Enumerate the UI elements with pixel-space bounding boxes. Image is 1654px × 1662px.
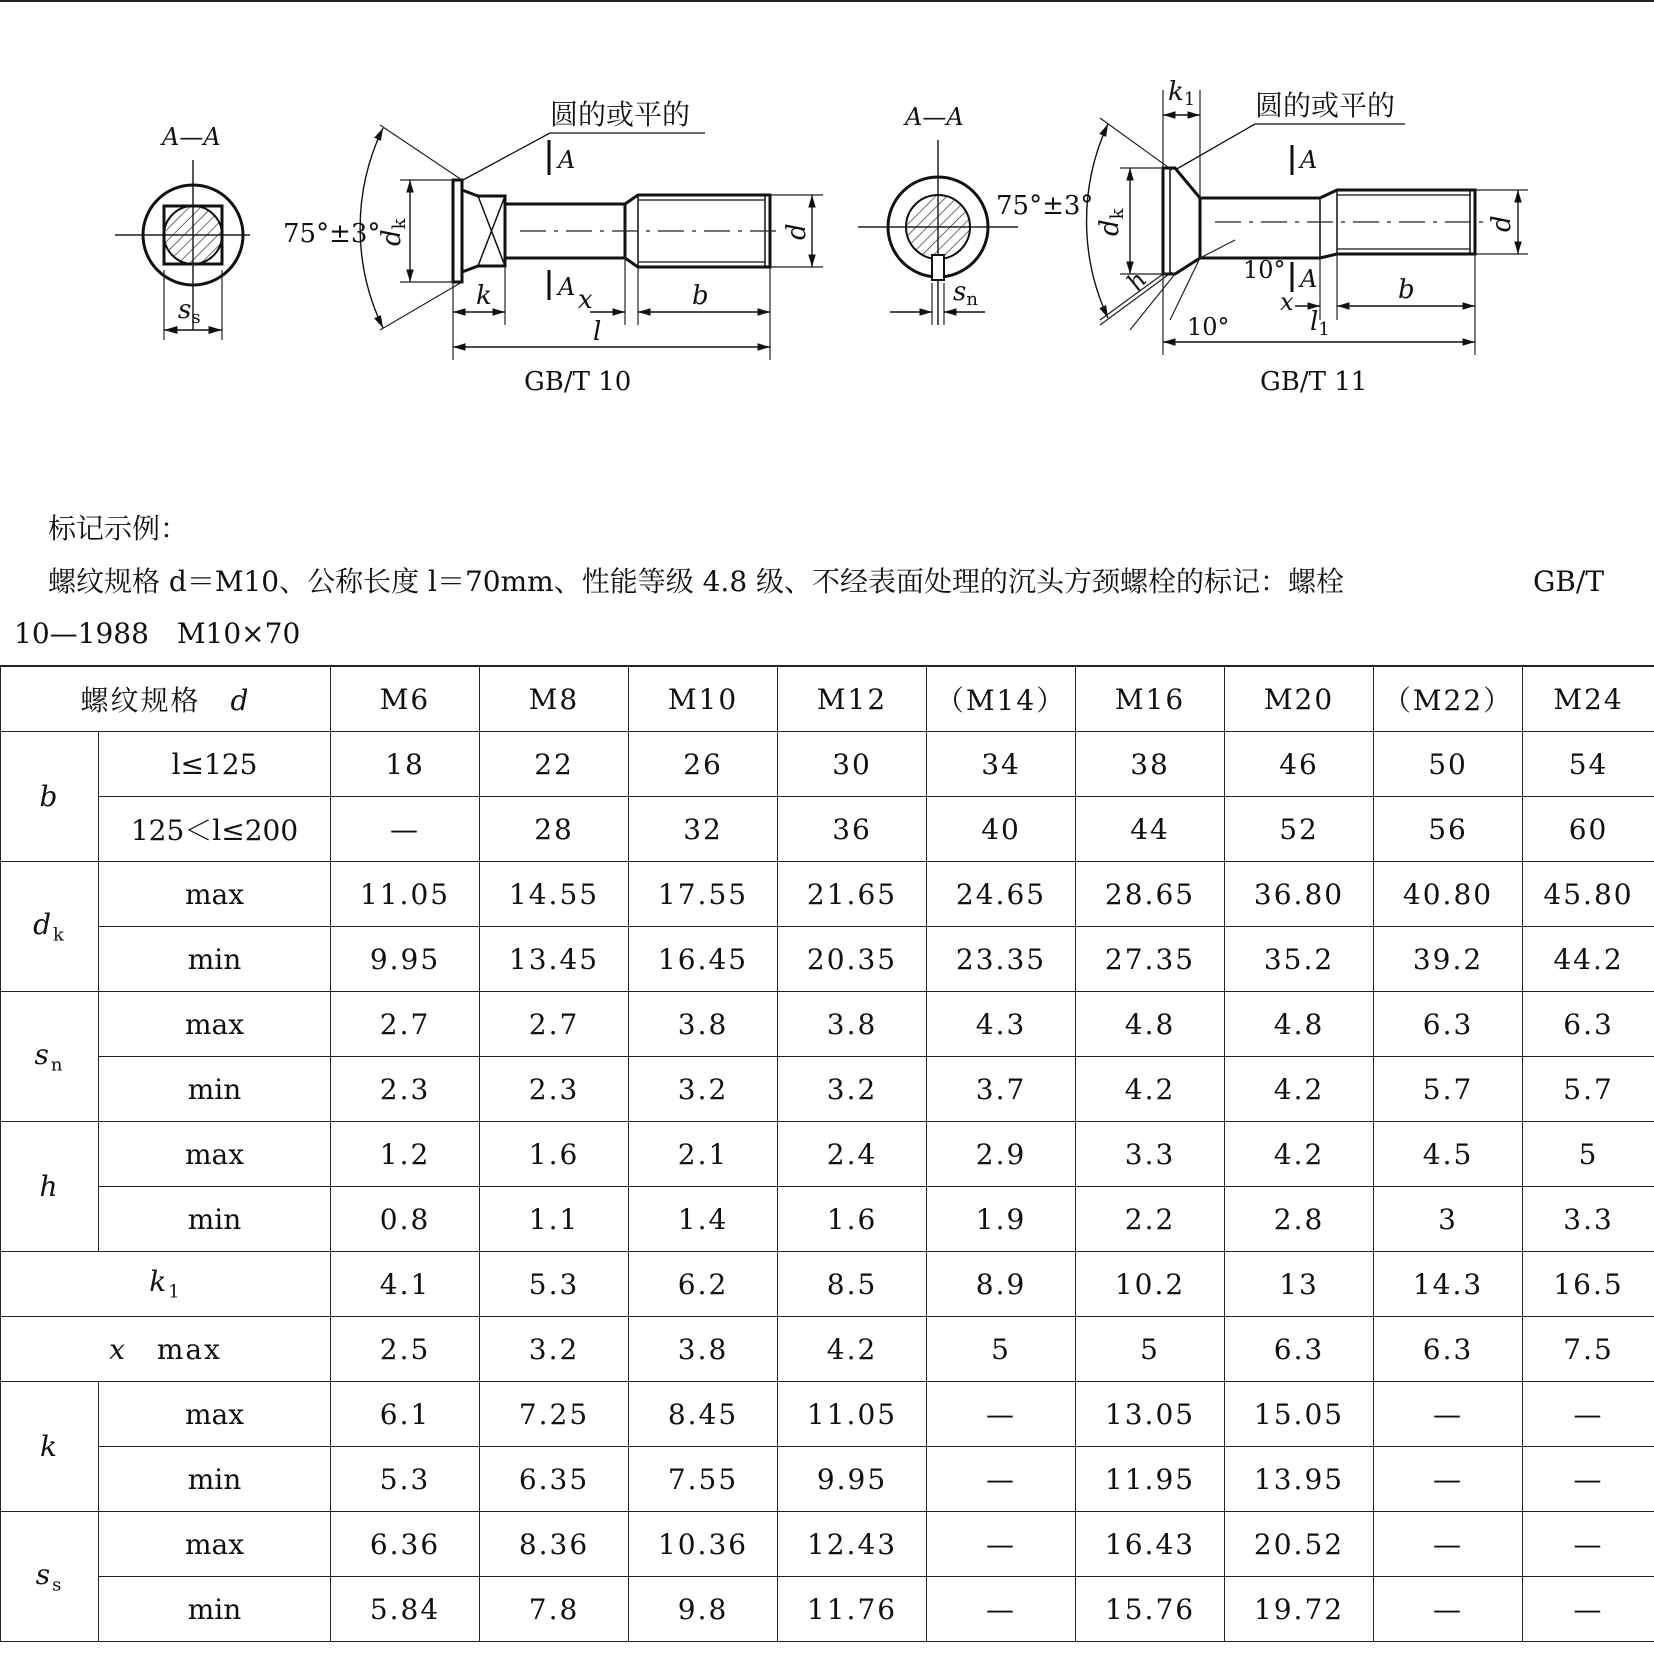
- value-cell: 13.95: [1225, 1447, 1374, 1512]
- table-row: [1, 797, 1654, 862]
- value-cell: —: [1374, 1512, 1523, 1577]
- value-cell: 5.7: [1523, 1057, 1654, 1122]
- value-cell: 1.6: [480, 1122, 629, 1187]
- value-cell: 7.8: [480, 1577, 629, 1642]
- value-cell: 7.5: [1523, 1317, 1654, 1382]
- value-cell: 4.8: [1225, 992, 1374, 1057]
- value-cell: 36.80: [1225, 862, 1374, 927]
- value-cell: 1.4: [629, 1187, 778, 1252]
- marking-text: 螺纹规格 d＝M10、公称长度 l＝70mm、性能等级 4.8 级、不经表面处理的沉头方颈螺栓的标记：螺栓: [48, 565, 1345, 598]
- value-cell: 15.76: [1076, 1577, 1225, 1642]
- column-header: M12: [778, 666, 927, 732]
- value-cell: 3.3: [1523, 1187, 1654, 1252]
- row-label: min: [99, 1187, 331, 1252]
- value-cell: 17.55: [629, 862, 778, 927]
- parameter-symbol: h: [1, 1122, 99, 1252]
- column-header: M8: [480, 666, 629, 732]
- value-cell: —: [927, 1382, 1076, 1447]
- value-cell: 34: [927, 732, 1076, 797]
- value-cell: 32: [629, 797, 778, 862]
- value-cell: 40: [927, 797, 1076, 862]
- svg-text:dk: dk: [377, 218, 410, 246]
- value-cell: 5.3: [480, 1252, 629, 1317]
- angle-10-bottom: 10°: [1187, 313, 1230, 341]
- svg-text:k1: k1: [1168, 77, 1196, 110]
- value-cell: 27.35: [1076, 927, 1225, 992]
- value-cell: 2.7: [331, 992, 480, 1057]
- svg-text:x: x: [578, 285, 593, 315]
- value-cell: —: [1523, 1512, 1654, 1577]
- value-cell: 4.1: [331, 1252, 480, 1317]
- value-cell: —: [331, 797, 480, 862]
- svg-text:A: A: [1300, 146, 1318, 174]
- value-cell: 14.3: [1374, 1252, 1523, 1317]
- marking-heading: 标记示例：: [48, 512, 189, 545]
- value-cell: 4.2: [1225, 1057, 1374, 1122]
- column-header: M10: [629, 666, 778, 732]
- value-cell: 11.05: [778, 1382, 927, 1447]
- value-cell: 6.2: [629, 1252, 778, 1317]
- table-row: [1, 1382, 1654, 1447]
- column-header: M16: [1076, 666, 1225, 732]
- value-cell: —: [927, 1447, 1076, 1512]
- value-cell: 2.7: [480, 992, 629, 1057]
- value-cell: 8.36: [480, 1512, 629, 1577]
- row-label: min: [99, 1447, 331, 1512]
- svg-text:dk: dk: [1095, 208, 1128, 236]
- value-cell: 1.9: [927, 1187, 1076, 1252]
- svg-text:b: b: [692, 281, 709, 311]
- value-cell: 45.80: [1523, 862, 1654, 927]
- value-cell: 16.5: [1523, 1252, 1654, 1317]
- row-label: 125＜l≤200: [99, 797, 331, 862]
- value-cell: 44.2: [1523, 927, 1654, 992]
- section-label: A—A: [905, 103, 964, 131]
- row-label: min: [99, 1577, 331, 1642]
- value-cell: 2.3: [331, 1057, 480, 1122]
- svg-text:h: h: [1121, 266, 1153, 296]
- callout-label-right: 圆的或平的: [1255, 89, 1396, 122]
- value-cell: 44: [1076, 797, 1225, 862]
- value-cell: 26: [629, 732, 778, 797]
- value-cell: 6.3: [1374, 1317, 1523, 1382]
- parameter-symbol: $s_s$: [1, 1512, 99, 1642]
- bolt-drawing: [0, 0, 1654, 420]
- value-cell: —: [1374, 1447, 1523, 1512]
- value-cell: —: [1374, 1382, 1523, 1447]
- value-cell: 2.9: [927, 1122, 1076, 1187]
- value-cell: 35.2: [1225, 927, 1374, 992]
- section-view-right: [858, 103, 1018, 325]
- svg-text:A: A: [558, 273, 576, 301]
- value-cell: —: [1374, 1577, 1523, 1642]
- value-cell: 4.2: [1225, 1122, 1374, 1187]
- value-cell: 3.8: [629, 1317, 778, 1382]
- bolt-right: [996, 77, 1528, 397]
- value-cell: 6.1: [331, 1382, 480, 1447]
- table-row: [1, 1447, 1654, 1512]
- value-cell: 8.45: [629, 1382, 778, 1447]
- value-cell: 30: [778, 732, 927, 797]
- table-row: [1, 1252, 1654, 1317]
- value-cell: 16.45: [629, 927, 778, 992]
- value-cell: 5: [1076, 1317, 1225, 1382]
- value-cell: 5.84: [331, 1577, 480, 1642]
- value-cell: —: [927, 1577, 1076, 1642]
- row-label: max: [99, 1122, 331, 1187]
- value-cell: 13.05: [1076, 1382, 1225, 1447]
- table-row: [1, 1057, 1654, 1122]
- svg-text:d: d: [1487, 215, 1517, 232]
- value-cell: 4.2: [778, 1317, 927, 1382]
- svg-text:d: d: [782, 223, 812, 240]
- angle-label-left: 75°±3°: [283, 219, 381, 249]
- value-cell: 2.1: [629, 1122, 778, 1187]
- value-cell: 1.6: [778, 1187, 927, 1252]
- svg-text:sn: sn: [953, 277, 978, 310]
- svg-text:l: l: [593, 317, 602, 347]
- header-symbol: d: [230, 684, 251, 717]
- table-row: [1, 927, 1654, 992]
- section-view-left: [115, 123, 250, 340]
- value-cell: 9.95: [331, 927, 480, 992]
- value-cell: 3.3: [1076, 1122, 1225, 1187]
- value-cell: 10.2: [1076, 1252, 1225, 1317]
- value-cell: 2.5: [331, 1317, 480, 1382]
- value-cell: —: [927, 1512, 1076, 1577]
- table-row: [1, 1577, 1654, 1642]
- value-cell: 40.80: [1374, 862, 1523, 927]
- value-cell: —: [1523, 1447, 1654, 1512]
- marking-example-line1: [0, 558, 1654, 606]
- value-cell: 46: [1225, 732, 1374, 797]
- value-cell: 2.3: [480, 1057, 629, 1122]
- table-row: [1, 992, 1654, 1057]
- value-cell: —: [1523, 1577, 1654, 1642]
- value-cell: 5.3: [331, 1447, 480, 1512]
- table-row: [1, 862, 1654, 927]
- value-cell: 13.45: [480, 927, 629, 992]
- value-cell: 38: [1076, 732, 1225, 797]
- table-row: [1, 1512, 1654, 1577]
- value-cell: 11.05: [331, 862, 480, 927]
- value-cell: 12.43: [778, 1512, 927, 1577]
- value-cell: 19.72: [1225, 1577, 1374, 1642]
- row-label: max: [99, 1512, 331, 1577]
- value-cell: 56: [1374, 797, 1523, 862]
- value-cell: 2.2: [1076, 1187, 1225, 1252]
- value-cell: 3: [1374, 1187, 1523, 1252]
- value-cell: 50: [1374, 732, 1523, 797]
- value-cell: —: [1523, 1382, 1654, 1447]
- value-cell: 5.7: [1374, 1057, 1523, 1122]
- svg-text:A: A: [558, 146, 576, 174]
- table-row: [1, 1187, 1654, 1252]
- value-cell: 8.9: [927, 1252, 1076, 1317]
- value-cell: 24.65: [927, 862, 1076, 927]
- value-cell: 14.55: [480, 862, 629, 927]
- value-cell: 23.35: [927, 927, 1076, 992]
- parameter-symbol: k: [1, 1382, 99, 1512]
- column-header: （M22）: [1374, 666, 1523, 732]
- value-cell: 2.4: [778, 1122, 927, 1187]
- callout-label-left: 圆的或平的: [550, 98, 691, 131]
- value-cell: 4.2: [1076, 1057, 1225, 1122]
- column-header: M24: [1523, 666, 1654, 732]
- table-row: [1, 1317, 1654, 1382]
- value-cell: 3.8: [778, 992, 927, 1057]
- header-label: 螺纹规格: [80, 684, 201, 717]
- row-label: max: [99, 1382, 331, 1447]
- angle-label-right: 75°±3°: [996, 191, 1094, 221]
- parameter-symbol: $s_n$: [1, 992, 99, 1122]
- value-cell: 20.35: [778, 927, 927, 992]
- column-header: M20: [1225, 666, 1374, 732]
- value-cell: 11.95: [1076, 1447, 1225, 1512]
- value-cell: 10.36: [629, 1512, 778, 1577]
- caption-gbt11: GB/T 11: [1260, 367, 1368, 397]
- value-cell: 0.8: [331, 1187, 480, 1252]
- value-cell: 7.55: [629, 1447, 778, 1512]
- value-cell: 15.05: [1225, 1382, 1374, 1447]
- value-cell: 3.7: [927, 1057, 1076, 1122]
- value-cell: 21.65: [778, 862, 927, 927]
- value-cell: 54: [1523, 732, 1654, 797]
- svg-text:A: A: [1300, 265, 1318, 293]
- parameter-symbol: $k_1$: [1, 1252, 331, 1317]
- value-cell: 3.2: [778, 1057, 927, 1122]
- value-cell: 13: [1225, 1252, 1374, 1317]
- caption-gbt10: GB/T 10: [524, 367, 632, 397]
- column-header: M6: [331, 666, 480, 732]
- svg-text:k: k: [476, 281, 492, 311]
- angle-10-top: 10°: [1243, 256, 1286, 284]
- value-cell: 60: [1523, 797, 1654, 862]
- value-cell: 2.8: [1225, 1187, 1374, 1252]
- svg-text:x: x: [1280, 288, 1294, 316]
- value-cell: 4.8: [1076, 992, 1225, 1057]
- bolt-left: [283, 98, 823, 397]
- value-cell: 6.3: [1523, 992, 1654, 1057]
- value-cell: 3.2: [480, 1317, 629, 1382]
- value-cell: 3.2: [629, 1057, 778, 1122]
- value-cell: 28.65: [1076, 862, 1225, 927]
- value-cell: 52: [1225, 797, 1374, 862]
- row-label: l≤125: [99, 732, 331, 797]
- parameter-symbol: b: [1, 732, 99, 862]
- value-cell: 20.52: [1225, 1512, 1374, 1577]
- row-label: min: [99, 927, 331, 992]
- value-cell: 9.8: [629, 1577, 778, 1642]
- value-cell: 11.76: [778, 1577, 927, 1642]
- value-cell: 28: [480, 797, 629, 862]
- value-cell: 8.5: [778, 1252, 927, 1317]
- header-row: [1, 666, 1654, 732]
- value-cell: 5: [1523, 1122, 1654, 1187]
- marking-text-right: GB/T: [1532, 565, 1604, 598]
- value-cell: 36: [778, 797, 927, 862]
- value-cell: 5: [927, 1317, 1076, 1382]
- value-cell: 9.95: [778, 1447, 927, 1512]
- spec-table: [0, 665, 1654, 1642]
- column-header: （M14）: [927, 666, 1076, 732]
- table-row: [1, 732, 1654, 797]
- section-label: A—A: [162, 123, 221, 151]
- value-cell: 6.3: [1374, 992, 1523, 1057]
- parameter-symbol: $d_k$: [1, 862, 99, 992]
- value-cell: 16.43: [1076, 1512, 1225, 1577]
- svg-text:l1: l1: [1310, 307, 1330, 340]
- value-cell: 6.35: [480, 1447, 629, 1512]
- value-cell: 4.5: [1374, 1122, 1523, 1187]
- value-cell: 7.25: [480, 1382, 629, 1447]
- value-cell: 1.1: [480, 1187, 629, 1252]
- row-label: max: [99, 862, 331, 927]
- parameter-symbol: x max: [1, 1317, 331, 1382]
- value-cell: 6.3: [1225, 1317, 1374, 1382]
- value-cell: 1.2: [331, 1122, 480, 1187]
- value-cell: 6.36: [331, 1512, 480, 1577]
- svg-text:b: b: [1398, 275, 1415, 305]
- svg-text:ss: ss: [178, 295, 201, 328]
- value-cell: 39.2: [1374, 927, 1523, 992]
- value-cell: 4.3: [927, 992, 1076, 1057]
- value-cell: 22: [480, 732, 629, 797]
- row-label: max: [99, 992, 331, 1057]
- marking-example-line2: 10—1988 M10×70: [14, 617, 301, 650]
- row-label: min: [99, 1057, 331, 1122]
- header-cell: [1, 666, 331, 732]
- table-row: [1, 1122, 1654, 1187]
- value-cell: 3.8: [629, 992, 778, 1057]
- value-cell: 18: [331, 732, 480, 797]
